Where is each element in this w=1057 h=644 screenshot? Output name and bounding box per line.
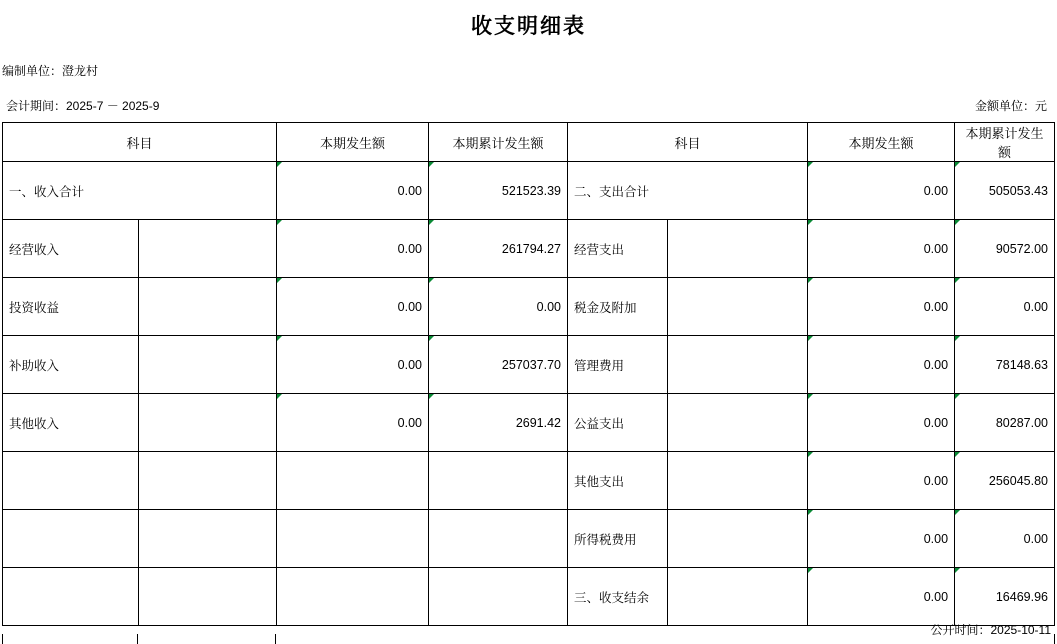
cell-left-subject-sub bbox=[139, 336, 277, 394]
table-header-row bbox=[3, 123, 1055, 162]
cell-left-current bbox=[277, 510, 429, 568]
cell-right-subject-sub bbox=[668, 568, 808, 626]
table-row bbox=[3, 162, 1055, 220]
cell-left-subject-sub bbox=[139, 220, 277, 278]
cell-left-subject bbox=[3, 568, 139, 626]
cell-right-cumulative: 0.00 bbox=[955, 510, 1055, 568]
cell-right-current: 0.00 bbox=[808, 336, 955, 394]
cell-left-cumulative: 521523.39 bbox=[429, 162, 568, 220]
cell-right-current: 0.00 bbox=[808, 510, 955, 568]
header-subject-right: 科目 bbox=[568, 123, 808, 162]
cell-left-cumulative: 2691.42 bbox=[429, 394, 568, 452]
cell-left-subject: 经营收入 bbox=[3, 220, 139, 278]
bottom-divider-1 bbox=[137, 634, 138, 644]
cell-left-subject-sub bbox=[139, 568, 277, 626]
header-subject-left: 科目 bbox=[3, 123, 277, 162]
cell-left-current bbox=[277, 568, 429, 626]
cell-right-cumulative: 80287.00 bbox=[955, 394, 1055, 452]
bottom-divider-2 bbox=[275, 634, 276, 644]
cell-left-current: 0.00 bbox=[277, 278, 429, 336]
income-expense-table bbox=[2, 122, 1055, 626]
cell-left-cumulative: 257037.70 bbox=[429, 336, 568, 394]
cell-right-cumulative: 78148.63 bbox=[955, 336, 1055, 394]
cell-right-subject: 三、收支结余 bbox=[568, 568, 668, 626]
page-title: 收支明细表 bbox=[471, 14, 586, 38]
cell-right-subject-sub bbox=[668, 394, 808, 452]
cell-right-current: 0.00 bbox=[808, 278, 955, 336]
cell-left-cumulative bbox=[429, 510, 568, 568]
cell-left-subject bbox=[3, 510, 139, 568]
table-row bbox=[3, 452, 1055, 510]
cell-left-cumulative bbox=[429, 568, 568, 626]
meta-row bbox=[0, 79, 1057, 114]
cell-right-cumulative: 256045.80 bbox=[955, 452, 1055, 510]
cell-left-subject-sub bbox=[139, 510, 277, 568]
cell-left-current: 0.00 bbox=[277, 394, 429, 452]
table-row bbox=[3, 220, 1055, 278]
compiling-unit-label: 编制单位：澄龙村 bbox=[2, 64, 99, 78]
cell-right-subject: 税金及附加 bbox=[568, 278, 668, 336]
cell-left-cumulative: 0.00 bbox=[429, 278, 568, 336]
cell-right-subject: 公益支出 bbox=[568, 394, 668, 452]
header-current-left: 本期发生额 bbox=[277, 123, 429, 162]
cell-left-current: 0.00 bbox=[277, 220, 429, 278]
table-row bbox=[3, 336, 1055, 394]
cell-left-cumulative: 261794.27 bbox=[429, 220, 568, 278]
table-row bbox=[3, 394, 1055, 452]
cell-right-subject: 二、支出合计 bbox=[568, 162, 808, 220]
cell-left-current bbox=[277, 452, 429, 510]
cell-right-subject: 管理费用 bbox=[568, 336, 668, 394]
cell-left-subject-sub bbox=[139, 278, 277, 336]
cell-right-subject-sub bbox=[668, 278, 808, 336]
cell-left-cumulative bbox=[429, 452, 568, 510]
cell-right-subject: 其他支出 bbox=[568, 452, 668, 510]
header-cumulative-left: 本期累计发生额 bbox=[429, 123, 568, 162]
table-row bbox=[3, 568, 1055, 626]
cell-right-cumulative: 16469.96 bbox=[955, 568, 1055, 626]
accounting-period-label: 会计期间：2025-7 － 2025-9 bbox=[6, 99, 160, 113]
cell-right-subject-sub bbox=[668, 510, 808, 568]
cell-right-cumulative: 505053.43 bbox=[955, 162, 1055, 220]
cell-left-subject-sub bbox=[139, 394, 277, 452]
table-row bbox=[3, 510, 1055, 568]
cell-right-subject: 所得税费用 bbox=[568, 510, 668, 568]
cell-left-current: 0.00 bbox=[277, 336, 429, 394]
cell-right-subject-sub bbox=[668, 336, 808, 394]
table-row bbox=[3, 278, 1055, 336]
cell-right-current: 0.00 bbox=[808, 220, 955, 278]
cell-right-cumulative: 0.00 bbox=[955, 278, 1055, 336]
cell-right-current: 0.00 bbox=[808, 162, 955, 220]
cell-left-current: 0.00 bbox=[277, 162, 429, 220]
cell-right-current: 0.00 bbox=[808, 452, 955, 510]
amount-unit-label: 金额单位：元 bbox=[974, 99, 1047, 113]
cell-right-subject-sub bbox=[668, 452, 808, 510]
cell-right-current: 0.00 bbox=[808, 568, 955, 626]
cell-left-subject: 其他收入 bbox=[3, 394, 139, 452]
publish-time-label: 公开时间：2025-10-11 bbox=[930, 623, 1051, 637]
cell-left-subject bbox=[3, 452, 139, 510]
cell-left-subject: 投资收益 bbox=[3, 278, 139, 336]
cell-left-subject: 补助收入 bbox=[3, 336, 139, 394]
header-current-right: 本期发生额 bbox=[808, 123, 955, 162]
cell-right-current: 0.00 bbox=[808, 394, 955, 452]
cell-left-subject-sub bbox=[139, 452, 277, 510]
cell-right-subject: 经营支出 bbox=[568, 220, 668, 278]
cell-right-subject-sub bbox=[668, 220, 808, 278]
header-cumulative-right: 本期累计发生额 bbox=[955, 123, 1055, 162]
table-bottom-continuation bbox=[2, 634, 1055, 644]
cell-right-cumulative: 90572.00 bbox=[955, 220, 1055, 278]
cell-left-subject: 一、收入合计 bbox=[3, 162, 277, 220]
